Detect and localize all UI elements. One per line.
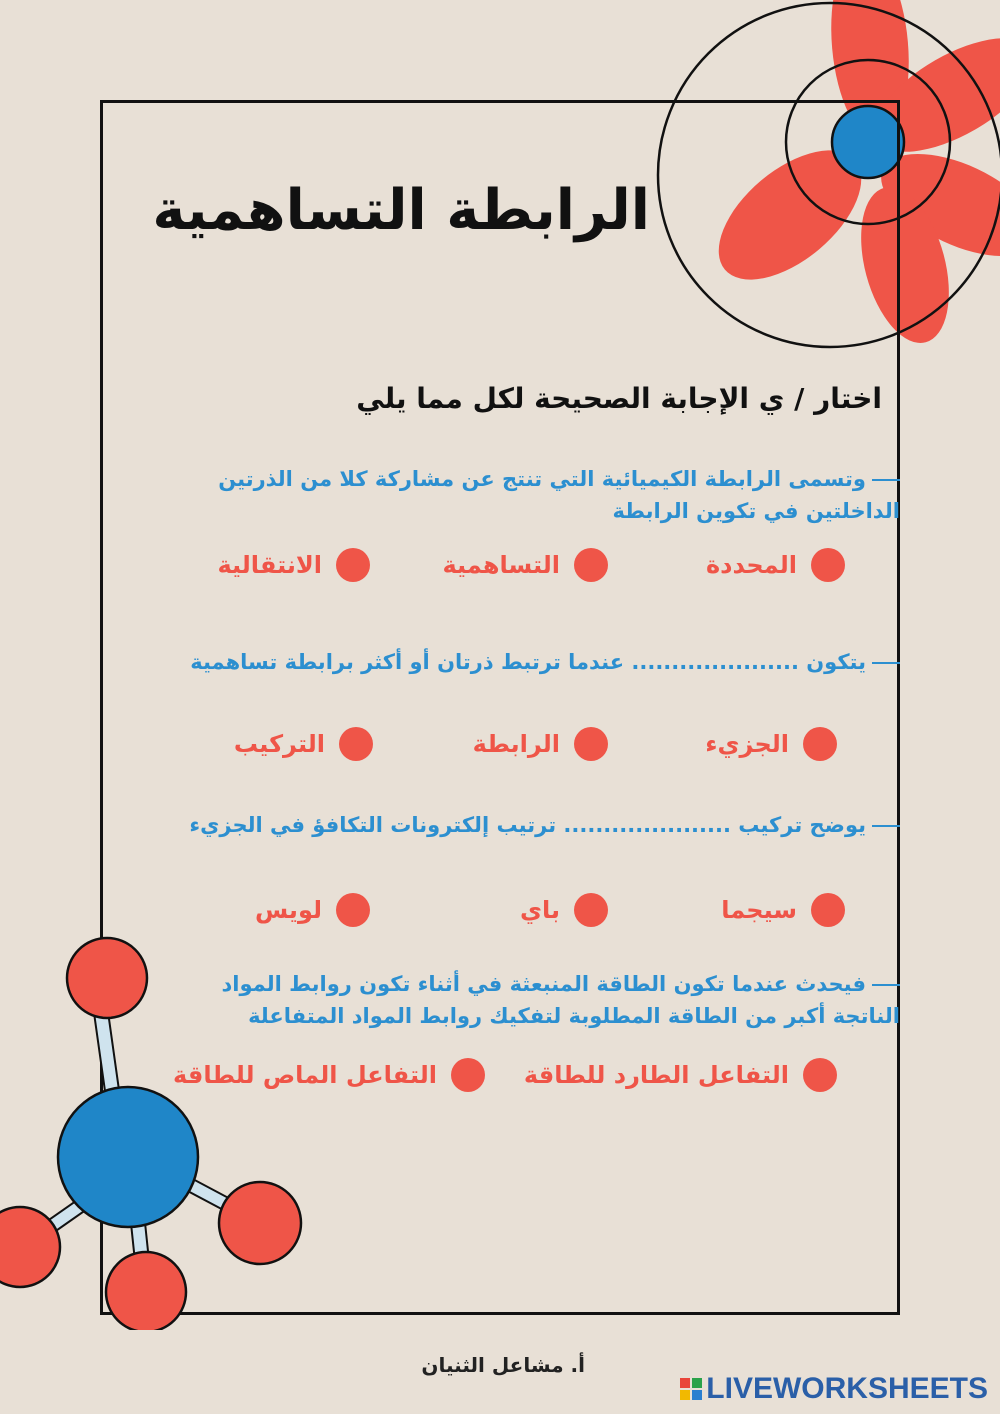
question-dash [872,662,900,664]
radio-dot[interactable] [574,893,608,927]
q2-option-2[interactable] [473,727,608,761]
question-1-text: وتسمى الرابطة الكيميائية التي تنتج عن مشاركة كلا من الذرتين الداخلتين في تكوين الرابطة [218,467,900,523]
q4-option-1[interactable] [524,1058,837,1092]
option-label: التفاعل الطارد للطاقة [523,1061,789,1089]
question-dash [872,825,900,827]
question-dash [872,984,900,986]
option-label: لويس [255,896,322,924]
q1-option-2[interactable] [442,548,608,582]
author-name: أ. مشاعل الثنيان [421,1353,585,1377]
option-label: سيجما [721,896,797,924]
q1-option-1[interactable] [706,548,845,582]
radio-dot[interactable] [803,1058,837,1092]
q3-option-1[interactable] [721,893,845,927]
logo-icon [680,1378,702,1400]
option-label: المحددة [706,551,797,579]
option-label: الانتقالية [217,551,322,579]
question-4 [160,968,900,1032]
radio-dot[interactable] [336,548,370,582]
option-label: التركيب [233,730,325,758]
option-label: الجزيء [705,730,789,758]
question-1 [160,463,900,527]
q2-option-1[interactable] [705,727,837,761]
radio-dot[interactable] [811,893,845,927]
option-label: باي [519,896,560,924]
question-dash [872,479,900,481]
liveworksheets-logo[interactable] [680,1372,988,1406]
q3-option-2[interactable] [520,893,608,927]
radio-dot[interactable] [574,727,608,761]
q2-option-3[interactable] [234,727,373,761]
option-label: الرابطة [472,730,560,758]
radio-dot[interactable] [811,548,845,582]
question-3 [160,809,900,841]
radio-dot[interactable] [339,727,373,761]
radio-dot[interactable] [803,727,837,761]
q3-option-3[interactable] [255,893,370,927]
q4-option-2[interactable] [173,1058,485,1092]
radio-dot[interactable] [451,1058,485,1092]
question-2-text: يتكون ..................... عندما ترتبط ذرتان أو أكثر برابطة تساهمية [190,650,866,674]
q1-option-3[interactable] [217,548,370,582]
question-3-text: يوضح تركيب ..................... ترتيب إلكترونات التكافؤ في الجزيء [189,813,866,837]
question-4-text: فيحدث عندما تكون الطاقة المنبعثة في أثناء تكون روابط المواد الناتجة أكبر من الطاقة المطلوبة لتفكيك روابط المواد المتفاعلة [221,972,900,1028]
option-label: التساهمية [442,551,560,579]
radio-dot[interactable] [336,893,370,927]
option-label: التفاعل الماص للطاقة [173,1061,437,1089]
question-2 [160,646,900,678]
instruction-text: اختار / ي الإجابة الصحيحة لكل مما يلي [356,382,882,415]
page-title: الرابطة التساهمية [152,178,650,243]
logo-text: LIVEWORKSHEETS [706,1372,988,1405]
radio-dot[interactable] [574,548,608,582]
